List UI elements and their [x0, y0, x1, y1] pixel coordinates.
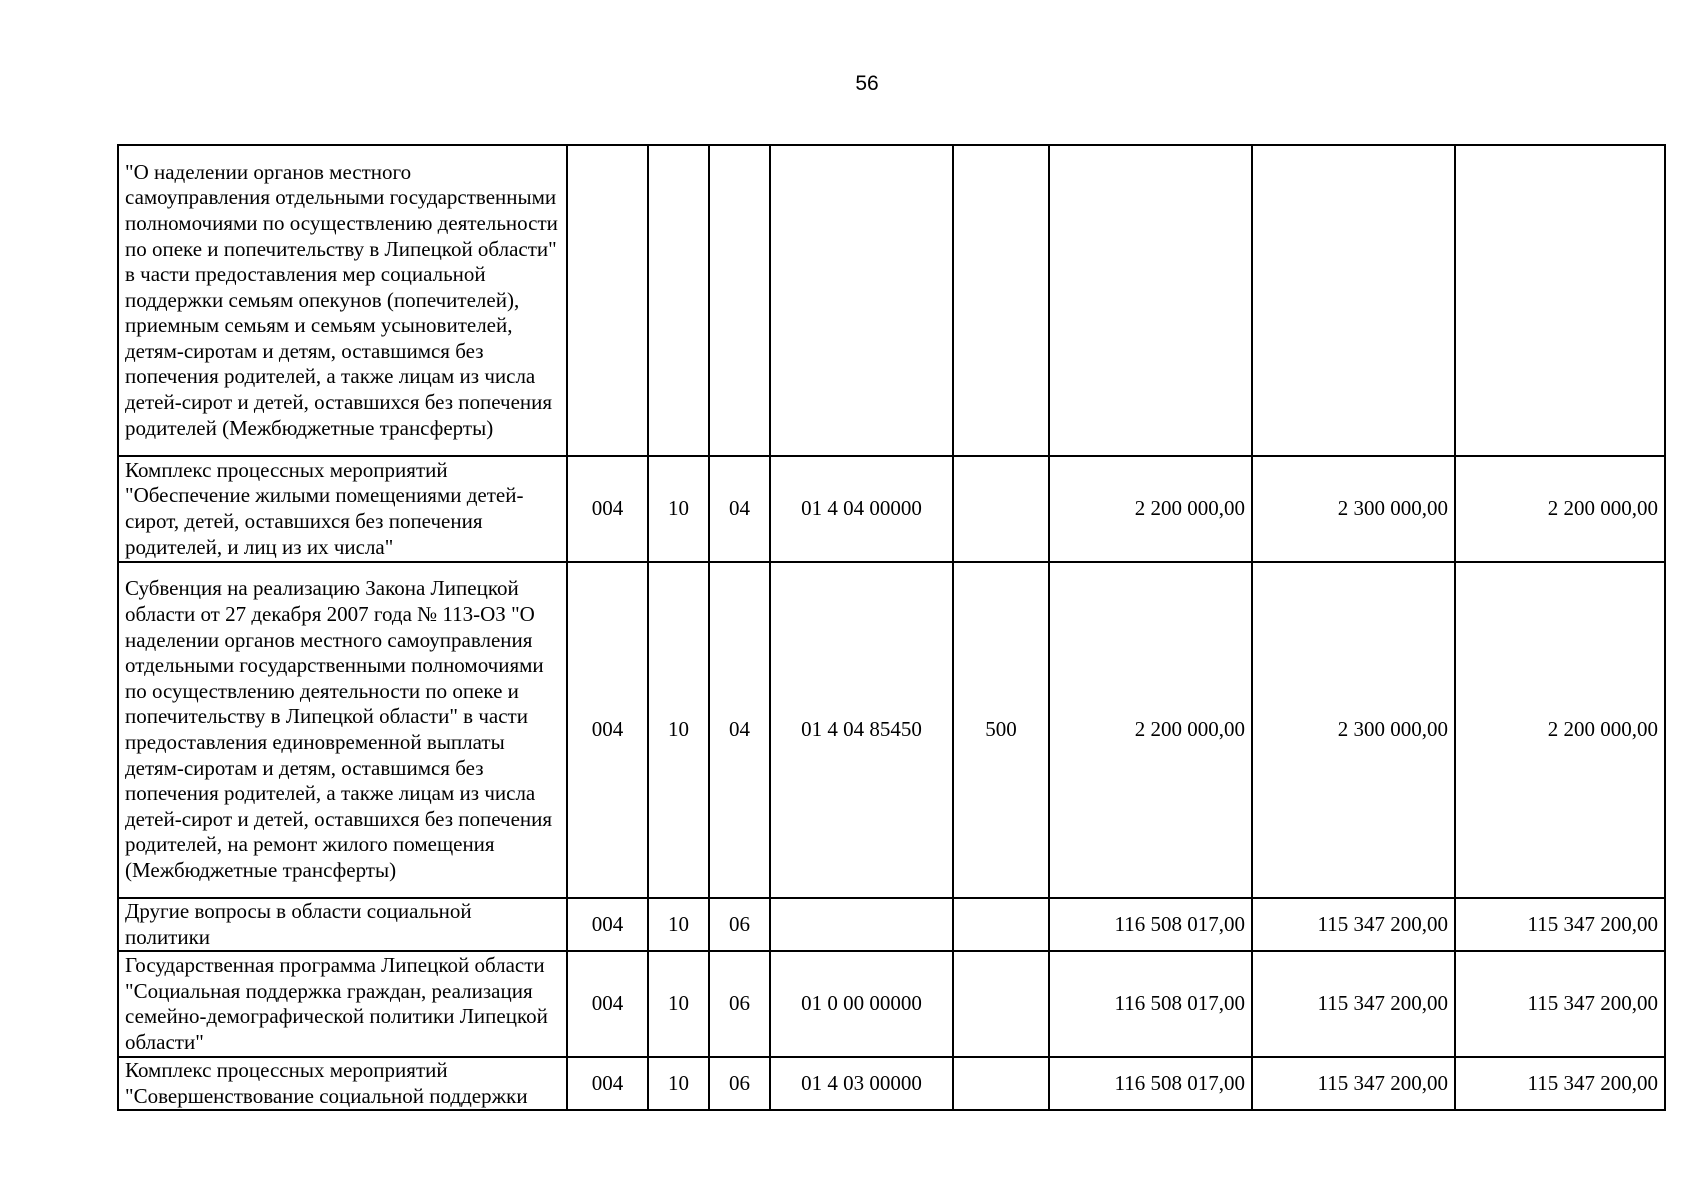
cell-razdel	[648, 145, 709, 456]
cell-sum-year2: 2 300 000,00	[1252, 562, 1455, 898]
cell-sum-year1	[1049, 145, 1252, 456]
cell-glava: 004	[567, 456, 648, 562]
cell-sum-year3: 2 200 000,00	[1455, 456, 1665, 562]
cell-razdel: 10	[648, 898, 709, 951]
cell-expense-type	[953, 1057, 1049, 1110]
table-row	[118, 951, 1665, 1057]
cell-sum-year3: 115 347 200,00	[1455, 1057, 1665, 1110]
cell-sum-year2: 115 347 200,00	[1252, 1057, 1455, 1110]
cell-target-article: 01 0 00 00000	[770, 951, 953, 1057]
cell-target-article	[770, 898, 953, 951]
cell-glava: 004	[567, 951, 648, 1057]
cell-expense-type	[953, 898, 1049, 951]
cell-glava: 004	[567, 562, 648, 898]
cell-expense-type: 500	[953, 562, 1049, 898]
table-row	[118, 456, 1665, 562]
cell-sum-year3: 2 200 000,00	[1455, 562, 1665, 898]
cell-expense-type	[953, 145, 1049, 456]
cell-sum-year1: 116 508 017,00	[1049, 1057, 1252, 1110]
cell-target-article	[770, 145, 953, 456]
page-number: 56	[855, 72, 879, 95]
table-row	[118, 562, 1665, 898]
cell-sum-year3: 115 347 200,00	[1455, 951, 1665, 1057]
cell-glava: 004	[567, 1057, 648, 1110]
cell-razdel: 10	[648, 951, 709, 1057]
cell-sum-year2: 115 347 200,00	[1252, 898, 1455, 951]
cell-razdel: 10	[648, 456, 709, 562]
cell-glava: 004	[567, 898, 648, 951]
cell-sum-year3	[1455, 145, 1665, 456]
table-row	[118, 1057, 1665, 1110]
cell-sum-year1: 116 508 017,00	[1049, 898, 1252, 951]
row-description: Комплекс процессных мероприятий "Обеспечение жилыми помещениями детей-сирот, детей, оставшихся без попечения родителей, и лиц из их числа"	[118, 456, 567, 562]
cell-sum-year2: 2 300 000,00	[1252, 456, 1455, 562]
cell-target-article: 01 4 03 00000	[770, 1057, 953, 1110]
cell-sum-year1: 116 508 017,00	[1049, 951, 1252, 1057]
table-row	[118, 145, 1665, 456]
cell-razdel: 10	[648, 562, 709, 898]
cell-podrazdel: 06	[709, 898, 770, 951]
cell-podrazdel: 06	[709, 951, 770, 1057]
cell-podrazdel: 06	[709, 1057, 770, 1110]
row-description: Комплекс процессных мероприятий "Совершенствование социальной поддержки	[118, 1057, 567, 1110]
cell-sum-year2	[1252, 145, 1455, 456]
cell-podrazdel: 04	[709, 456, 770, 562]
cell-sum-year1: 2 200 000,00	[1049, 456, 1252, 562]
cell-sum-year2: 115 347 200,00	[1252, 951, 1455, 1057]
cell-sum-year3: 115 347 200,00	[1455, 898, 1665, 951]
cell-expense-type	[953, 951, 1049, 1057]
cell-target-article: 01 4 04 00000	[770, 456, 953, 562]
table-row	[118, 898, 1665, 951]
cell-target-article: 01 4 04 85450	[770, 562, 953, 898]
row-description: Субвенция на реализацию Закона Липецкой области от 27 декабря 2007 года № 113-ОЗ "О наделении органов местного самоуправления отдельными государственными полномочиями по осуществлению деятельности по опеке и попечительству в Липецкой области" в части предоставления единовременной выплаты детям-сиротам и детям, оставшимся без попечения родителей, а также лицам из числа детей-сирот и детей, оставшихся без попечения родителей, на ремонт жилого помещения (Межбюджетные трансферты)	[118, 562, 567, 898]
row-description: Другие вопросы в области социальной политики	[118, 898, 567, 951]
cell-razdel: 10	[648, 1057, 709, 1110]
cell-sum-year1: 2 200 000,00	[1049, 562, 1252, 898]
cell-podrazdel	[709, 145, 770, 456]
cell-podrazdel: 04	[709, 562, 770, 898]
cell-expense-type	[953, 456, 1049, 562]
budget-table	[117, 144, 1666, 1111]
row-description: Государственная программа Липецкой области "Социальная поддержка граждан, реализация семейно-демографической политики Липецкой области"	[118, 951, 567, 1057]
row-description: "О наделении органов местного самоуправления отдельными государственными полномочиями по осуществлению деятельности по опеке и попечительству в Липецкой области" в части предоставления мер социальной поддержки семьям опекунов (попечителей), приемным семьям и семьям усыновителей, детям-сиротам и детям, оставшимся без попечения родителей, а также лицам из числа детей-сирот и детей, оставшихся без попечения родителей (Межбюджетные трансферты)	[118, 145, 567, 456]
cell-glava	[567, 145, 648, 456]
